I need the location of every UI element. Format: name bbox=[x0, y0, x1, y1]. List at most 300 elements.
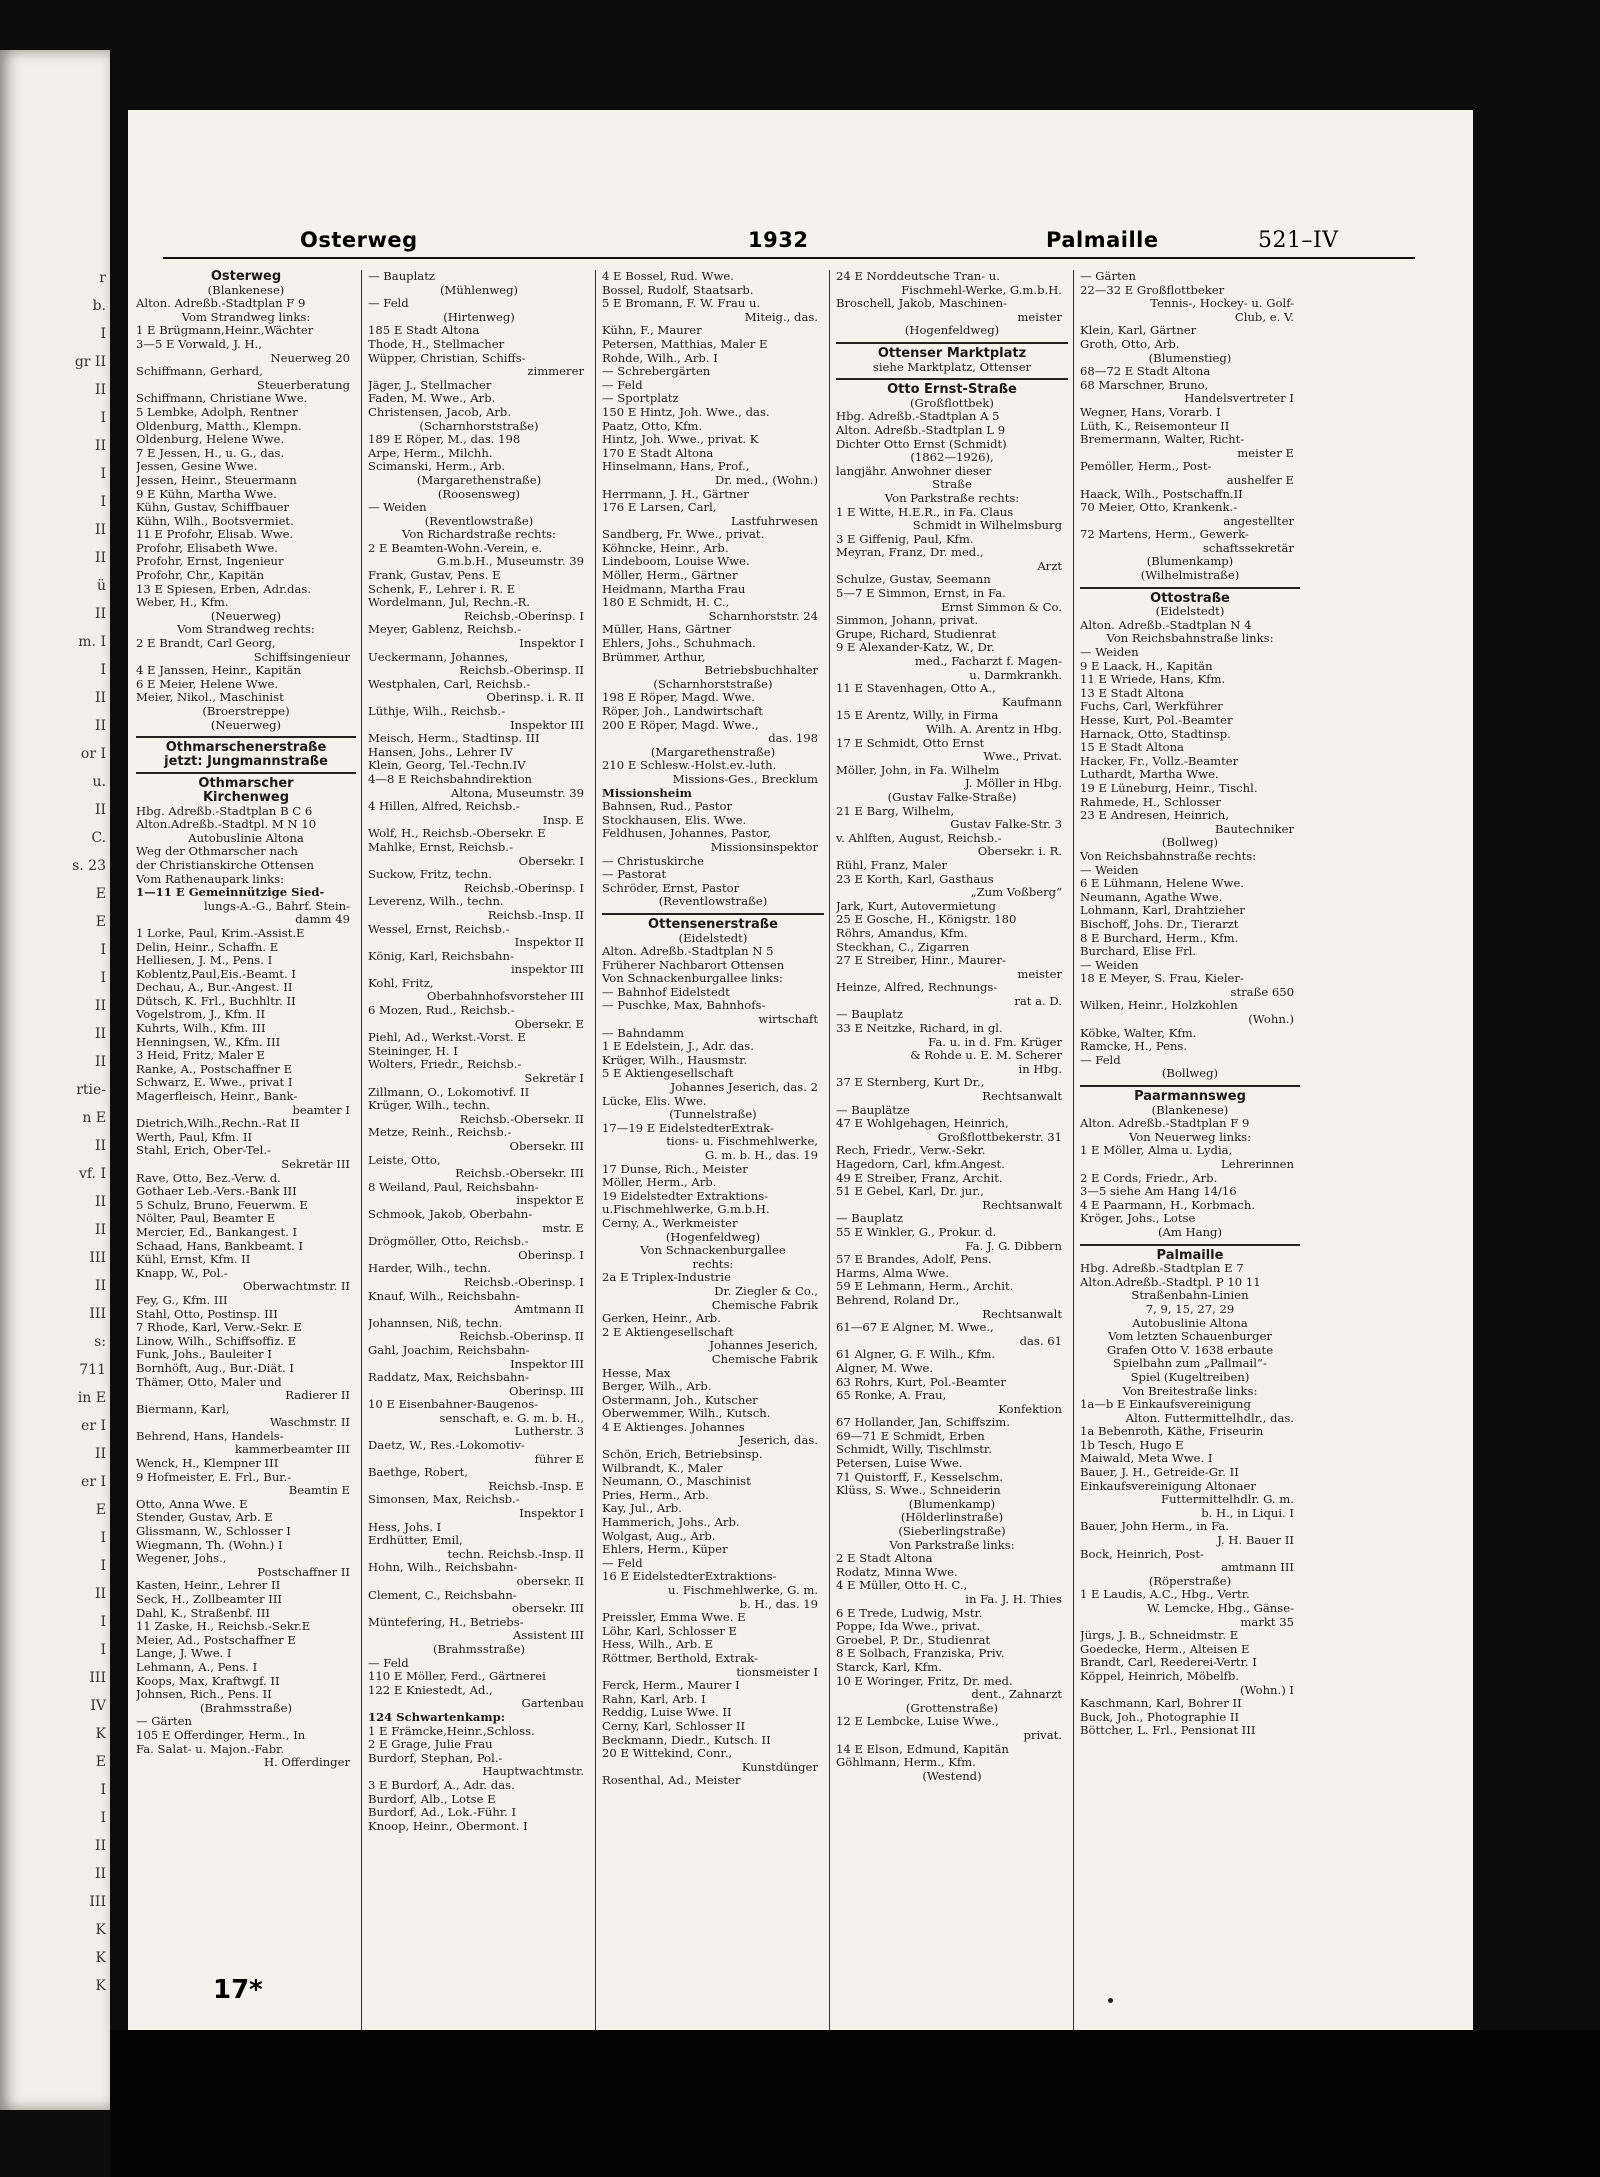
directory-line: Sandberg, Fr. Wwe., privat. bbox=[602, 528, 765, 542]
directory-line: Petersen, Luise Wwe. bbox=[836, 1457, 963, 1471]
directory-line: Seck, H., Zollbeamter III bbox=[136, 1593, 282, 1606]
directory-page bbox=[128, 110, 1473, 2110]
directory-line: Assistent III bbox=[512, 1629, 584, 1643]
directory-line: Wüpper, Christian, Schiffs- bbox=[368, 351, 526, 365]
directory-line: Burchard, Elise Frl. bbox=[1080, 945, 1197, 959]
directory-line: 15 E Arentz, Willy, in Firma bbox=[836, 709, 999, 723]
directory-line: — Schrebergärten bbox=[602, 365, 711, 379]
directory-line: Möller, Herm., Gärtner bbox=[602, 569, 738, 583]
directory-line: Alton. Futtermittelhdlr., das. bbox=[1125, 1411, 1294, 1425]
directory-line: (Blumenkamp) bbox=[908, 1497, 996, 1511]
directory-line: Scharnhorststr. 24 bbox=[708, 609, 818, 623]
page-header bbox=[128, 228, 1473, 268]
street-heading: jetzt: Jungmannstraße bbox=[164, 754, 328, 769]
directory-line: Bauer, J. H., Getreide-Gr. II bbox=[1080, 1466, 1239, 1480]
directory-line: Missions-Ges., Brecklum bbox=[672, 772, 818, 786]
directory-line: 122 E Kniestedt, Ad., bbox=[368, 1683, 493, 1697]
directory-line: Alton.Adreßb.-Stadtpl. P 10 11 bbox=[1080, 1275, 1261, 1289]
directory-line: Groth, Otto, Arb. bbox=[1080, 337, 1180, 351]
directory-line: 2 E Brandt, Carl Georg, bbox=[136, 637, 276, 651]
directory-line: Kaufmann bbox=[1001, 695, 1062, 709]
directory-line: Bornhöft, Aug., Bur.-Diät. I bbox=[136, 1361, 294, 1375]
directory-line: Johannes Jeserich, bbox=[709, 1339, 818, 1353]
directory-line: Göhlmann, Herm., Kfm. bbox=[836, 1756, 976, 1770]
directory-line: 6 E Lühmann, Helene Wwe. bbox=[1080, 877, 1244, 891]
directory-line: 25 E Gosche, H., Königstr. 180 bbox=[836, 913, 1017, 927]
directory-line: 1 Lorke, Paul, Krim.-Assist.E bbox=[136, 926, 305, 940]
margin-fragment: II bbox=[94, 1138, 106, 1154]
directory-line: Steininger, H. I bbox=[368, 1044, 458, 1058]
directory-line: Schaad, Hans, Bankbeamt. I bbox=[136, 1239, 304, 1253]
directory-line: Otto, Anna Wwe. E bbox=[136, 1497, 248, 1511]
directory-line: 67 Hollander, Jan, Schiffszim. bbox=[836, 1416, 1010, 1430]
directory-line: Rosenthal, Ad., Meister bbox=[602, 1774, 741, 1788]
directory-line: Von Schnackenburgallee links: bbox=[602, 972, 783, 986]
margin-fragment: m. I bbox=[78, 634, 106, 650]
directory-line: König, Karl, Reichsbahn- bbox=[368, 949, 514, 963]
directory-line: Schön, Erich, Betriebsinsp. bbox=[602, 1448, 763, 1462]
directory-line: 33 E Neitzke, Richard, in gl. bbox=[836, 1022, 1003, 1036]
margin-fragment: E bbox=[95, 886, 106, 902]
directory-line: Neumann, Agathe Wwe. bbox=[1080, 890, 1223, 904]
directory-line: 170 E Stadt Altona bbox=[602, 446, 714, 460]
margin-fragment: I bbox=[100, 466, 106, 482]
directory-line: Kay, Jul., Arb. bbox=[602, 1502, 682, 1516]
column-divider bbox=[829, 270, 830, 2060]
directory-line: (Hölderlinstraße) bbox=[900, 1511, 1004, 1525]
directory-line: Wolf, H., Reichsb.-Obersekr. E bbox=[368, 827, 546, 841]
directory-line: Ramcke, H., Pens. bbox=[1080, 1040, 1188, 1054]
directory-line: Von Reichsbahnstraße rechts: bbox=[1080, 849, 1257, 863]
directory-line: Konfektion bbox=[998, 1402, 1062, 1416]
directory-line: Dichter Otto Ernst (Schmidt) bbox=[836, 437, 1007, 451]
section-rule bbox=[602, 913, 824, 915]
directory-line: Vom letzten Schauenburger bbox=[1108, 1330, 1272, 1344]
directory-line: (Gustav Falke-Straße) bbox=[887, 790, 1017, 804]
directory-line: — Bahndamm bbox=[602, 1026, 684, 1040]
directory-line: Leverenz, Wilh., techn. bbox=[368, 895, 504, 909]
directory-line: Poppe, Ida Wwe., privat. bbox=[836, 1620, 981, 1634]
directory-line: Amtmann II bbox=[514, 1303, 584, 1317]
directory-line: (Roosensweg) bbox=[437, 487, 521, 501]
directory-line: Ostermann, Joh., Kutscher bbox=[602, 1393, 758, 1407]
directory-line: (Neuerweg) bbox=[210, 609, 282, 623]
directory-line: u. Fischmehlwerke, G. m. bbox=[667, 1584, 818, 1597]
street-heading: Othmarscher bbox=[198, 777, 294, 791]
directory-line: Reichsb.-Insp. II bbox=[487, 908, 584, 922]
directory-line: — Sportplatz bbox=[602, 392, 679, 406]
directory-line: — Christuskirche bbox=[602, 854, 704, 868]
directory-line: & Rohde u. E. M. Scherer bbox=[910, 1049, 1062, 1063]
directory-line: (Eidelstedt) bbox=[678, 931, 748, 945]
directory-line: Vom Strandweg rechts: bbox=[177, 623, 315, 637]
directory-line: Klein, Georg, Tel.-Techn.IV bbox=[368, 759, 526, 773]
directory-line: W. Lemcke, Hbg., Gänse- bbox=[1147, 1602, 1294, 1615]
directory-line: markt 35 bbox=[1240, 1615, 1294, 1629]
directory-line: Nölter, Paul, Beamter E bbox=[136, 1212, 276, 1226]
directory-line: Cerny, Karl, Schlosser II bbox=[602, 1719, 746, 1733]
street-heading: Osterweg bbox=[210, 270, 282, 284]
directory-line: 57 E Brandes, Adolf, Pens. bbox=[836, 1253, 992, 1267]
margin-fragment: I bbox=[100, 1642, 106, 1658]
directory-line: — Bauplatz bbox=[836, 1008, 903, 1022]
directory-line: Betriebsbuchhalter bbox=[704, 664, 818, 678]
directory-line: Groebel, P. Dr., Studienrat bbox=[836, 1633, 991, 1647]
margin-fragment: II bbox=[94, 1026, 106, 1042]
margin-fragment: III bbox=[89, 1306, 106, 1322]
directory-line: 2 E Cords, Friedr., Arb. bbox=[1080, 1171, 1218, 1185]
directory-line: 21 E Barg, Wilhelm, bbox=[836, 804, 955, 818]
margin-fragment: 711 bbox=[79, 1362, 106, 1378]
directory-line: Raddatz, Max, Reichsbahn- bbox=[368, 1371, 529, 1385]
directory-line: 18 E Meyer, S. Frau, Kieler- bbox=[1080, 972, 1244, 986]
margin-fragment: K bbox=[95, 1922, 106, 1938]
directory-line: Gothaer Leb.-Vers.-Bank III bbox=[136, 1185, 297, 1199]
directory-line: Hintz, Joh. Wwe., privat. K bbox=[602, 433, 759, 447]
section-rule bbox=[1080, 1244, 1300, 1246]
directory-line: Jäger, J., Stellmacher bbox=[368, 378, 492, 392]
directory-line: Baethge, Robert, bbox=[368, 1466, 468, 1480]
directory-line: 6 E Meier, Helene Wwe. bbox=[136, 677, 279, 691]
directory-line: 24 E Norddeutsche Tran- u. bbox=[836, 270, 1000, 283]
margin-fragment: I bbox=[100, 662, 106, 678]
directory-line: Wolters, Friedr., Reichsb.- bbox=[368, 1058, 522, 1072]
directory-line: Von Parkstraße rechts: bbox=[884, 491, 1020, 505]
directory-line: Lange, J. Wwe. I bbox=[136, 1647, 232, 1661]
directory-line: Straße bbox=[932, 478, 972, 492]
directory-line: Behrend, Hans, Handels- bbox=[136, 1429, 284, 1443]
margin-fragment: III bbox=[89, 1894, 106, 1910]
directory-line: Wilbrandt, K., Maler bbox=[602, 1461, 723, 1475]
margin-fragment: I bbox=[100, 326, 106, 342]
directory-line: senschaft, e. G. m. b. H., bbox=[439, 1411, 584, 1425]
directory-line: Metze, Reinh., Reichsb.- bbox=[368, 1126, 512, 1140]
directory-line: Kühn, Gustav, Schiffbauer bbox=[136, 501, 290, 515]
directory-line: Schulze, Gustav, Seemann bbox=[836, 573, 991, 587]
directory-line: — Weiden bbox=[1080, 646, 1139, 660]
margin-fragment: rtie- bbox=[76, 1082, 106, 1098]
directory-line: 65 Ronke, A. Frau, bbox=[836, 1389, 947, 1403]
directory-line: Thode, H., Stellmacher bbox=[368, 337, 505, 351]
margin-fragment: I bbox=[100, 1782, 106, 1798]
directory-line: damm 49 bbox=[295, 913, 350, 927]
directory-line: Wegener, Johs., bbox=[136, 1552, 227, 1566]
directory-line: — Feld bbox=[1080, 1053, 1121, 1067]
street-heading: Ottostraße bbox=[1150, 591, 1230, 606]
directory-line: 8 Weiland, Paul, Reichsbahn- bbox=[368, 1180, 539, 1194]
directory-line: Piehl, Ad., Werkst.-Vorst. E bbox=[368, 1031, 526, 1045]
directory-line: Röttmer, Berthold, Extrak- bbox=[602, 1651, 758, 1665]
directory-line: 61 Algner, G. F. Wilh., Kfm. bbox=[836, 1348, 996, 1362]
directory-line: Wessel, Ernst, Reichsb.- bbox=[368, 922, 510, 936]
directory-line: Oberinsp. I bbox=[518, 1248, 584, 1262]
directory-line: Suckow, Fritz, techn. bbox=[368, 868, 492, 882]
directory-line: Profohr, Elisabeth Wwe. bbox=[136, 541, 278, 555]
directory-line: Burdorf, Stephan, Pol.- bbox=[368, 1751, 503, 1765]
directory-line: Bautechniker bbox=[1215, 822, 1294, 836]
directory-line: langjähr. Anwohner dieser bbox=[836, 464, 992, 478]
directory-line: Kühl, Ernst, Kfm. II bbox=[136, 1253, 251, 1267]
directory-line: Burdorf, Ad., Lok.-Führ. I bbox=[368, 1806, 517, 1820]
directory-line: schaftssekretär bbox=[1202, 541, 1294, 555]
directory-line: (Am Hang) bbox=[1157, 1225, 1222, 1239]
margin-fragment: gr II bbox=[74, 354, 106, 370]
directory-line: Alton. Adreßb.-Stadtplan F 9 bbox=[1080, 1117, 1250, 1131]
directory-line: privat. bbox=[1023, 1728, 1062, 1742]
directory-line: Johnsen, Rich., Pens. II bbox=[136, 1688, 272, 1702]
margin-fragment: I bbox=[100, 1614, 106, 1630]
directory-line: 19 E Lüneburg, Heinr., Tischl. bbox=[1080, 781, 1258, 795]
margin-fragment: r bbox=[99, 270, 106, 286]
section-rule bbox=[836, 378, 1068, 380]
directory-line: Stahl, Erich, Ober-Tel.- bbox=[136, 1144, 271, 1158]
directory-line: 20 E Wittekind, Conr., bbox=[602, 1747, 733, 1761]
directory-line: Straßenbahn-Linien bbox=[1131, 1289, 1249, 1303]
directory-line: Hesse, Max bbox=[602, 1366, 671, 1380]
directory-line: 68 Marschner, Bruno, bbox=[1080, 378, 1209, 392]
directory-line: Klüss, S. Wwe., Schneiderin bbox=[836, 1484, 1001, 1498]
directory-line: Burdorf, Alb., Lotse E bbox=[368, 1792, 496, 1806]
directory-line: Lücke, Elis. Wwe. bbox=[602, 1094, 707, 1108]
directory-line: 4 E Janssen, Heinr., Kapitän bbox=[136, 664, 302, 678]
directory-line: 198 E Röper, Magd. Wwe. bbox=[602, 691, 755, 705]
directory-line: Harder, Wilh., techn. bbox=[368, 1262, 491, 1276]
margin-fragment: s. 23 bbox=[72, 858, 106, 874]
directory-line: Reichsb.-Insp. E bbox=[488, 1479, 584, 1493]
directory-line: Oldenburg, Matth., Klempn. bbox=[136, 419, 302, 433]
directory-line: Einkaufsvereinigung Altonaer bbox=[1080, 1479, 1256, 1493]
directory-line: tionsmeister I bbox=[736, 1665, 818, 1679]
header-right-street: Palmaille bbox=[1046, 228, 1159, 252]
directory-line: angestellter bbox=[1223, 514, 1294, 528]
directory-line: 124 Schwartenkamp: bbox=[368, 1710, 506, 1724]
directory-line: Stockhausen, Elis. Wwe. bbox=[602, 813, 747, 827]
directory-line: Wenck, H., Klempner III bbox=[136, 1457, 279, 1471]
street-heading: Palmaille bbox=[1156, 1248, 1224, 1263]
directory-line: Hohn, Wilh., Reichsbahn- bbox=[368, 1561, 518, 1575]
directory-line: Fa. Salat- u. Majon.-Fabr. bbox=[136, 1742, 285, 1756]
margin-fragment: II bbox=[94, 1222, 106, 1238]
directory-line: Johannes Jeserich, das. 2 bbox=[670, 1081, 818, 1095]
directory-line: Alton. Adreßb.-Stadtplan F 9 bbox=[136, 297, 306, 311]
directory-line: Dietrich,Wilh.,Rechn.-Rat II bbox=[136, 1117, 300, 1131]
directory-line: Oberinsp. III bbox=[509, 1384, 584, 1398]
directory-line: Oberwemmer, Wilh., Kutsch. bbox=[602, 1407, 771, 1421]
directory-line: Neumann, O., Maschinist bbox=[602, 1475, 751, 1489]
directory-line: Feldhusen, Johannes, Pastor, bbox=[602, 827, 771, 841]
directory-line: Kuhrts, Wilh., Kfm. III bbox=[136, 1022, 266, 1036]
directory-line: 3—5 E Vorwald, J. H., bbox=[136, 337, 262, 351]
directory-line: Handelsvertreter I bbox=[1184, 392, 1294, 406]
directory-line: „Zum Voßberg“ bbox=[970, 886, 1062, 900]
column-2 bbox=[368, 270, 590, 2070]
column-divider bbox=[361, 270, 362, 2060]
directory-line: 63 Rohrs, Kurt, Pol.-Beamter bbox=[836, 1375, 1006, 1389]
directory-line: Oldenburg, Helene Wwe. bbox=[136, 433, 285, 447]
directory-line: Westphalen, Carl, Reichsb.- bbox=[368, 677, 531, 691]
directory-line: 4 Hillen, Alfred, Reichsb.- bbox=[368, 800, 520, 814]
directory-line: med., Facharzt f. Magen- bbox=[914, 655, 1062, 669]
directory-line: Magerfleisch, Heinr., Bank- bbox=[136, 1090, 298, 1104]
directory-line: Altona, Museumstr. 39 bbox=[450, 786, 584, 800]
directory-line: tions- u. Fischmehlwerke, bbox=[666, 1135, 818, 1149]
directory-line: wirtschaft bbox=[758, 1013, 818, 1027]
directory-line: 17—19 E EidelstedterExtrak- bbox=[602, 1121, 774, 1135]
directory-line: 2 E Grage, Julie Frau bbox=[368, 1738, 493, 1752]
margin-fragment: vf. I bbox=[78, 1166, 106, 1182]
directory-line: Knapp, W., Pol.- bbox=[136, 1266, 228, 1280]
directory-line: Von Parkstraße links: bbox=[889, 1538, 1015, 1552]
directory-line: Lehmann, A., Pens. I bbox=[136, 1660, 258, 1674]
directory-line: 10 E Woringer, Fritz, Dr. med. bbox=[836, 1674, 1013, 1688]
directory-line: Stahl, Otto, Postinsp. III bbox=[136, 1307, 278, 1321]
directory-line: Inspektor I bbox=[519, 1507, 584, 1521]
directory-line: Schmidt in Wilhelmsburg bbox=[912, 519, 1062, 533]
directory-line: rechts: bbox=[692, 1257, 734, 1271]
column-divider bbox=[1073, 270, 1074, 2060]
directory-line: beamter I bbox=[292, 1103, 350, 1117]
directory-line: Steckhan, C., Zigarren bbox=[836, 940, 970, 954]
directory-line: straße 650 bbox=[1230, 985, 1294, 999]
directory-line: Leiste, Otto, bbox=[368, 1153, 441, 1167]
directory-line: Pries, Herm., Arb. bbox=[602, 1488, 709, 1502]
directory-line: (Margarethenstraße) bbox=[416, 473, 542, 487]
margin-fragment: I bbox=[100, 1530, 106, 1546]
directory-line: Röhrs, Amandus, Kfm. bbox=[836, 926, 968, 940]
margin-fragment: in E bbox=[77, 1390, 106, 1406]
directory-line: 8 E Solbach, Franziska, Priv. bbox=[836, 1647, 1005, 1661]
directory-line: Hinselmann, Hans, Prof., bbox=[602, 460, 750, 474]
directory-line: Lüthje, Wilh., Reichsb.- bbox=[368, 705, 506, 718]
directory-line: techn. Reichsb.-Insp. II bbox=[447, 1547, 584, 1561]
margin-fragment: II bbox=[94, 1446, 106, 1462]
directory-line: Luthardt, Martha Wwe. bbox=[1080, 768, 1219, 782]
directory-line: Wilken, Heinr., Holzkohlen bbox=[1080, 999, 1238, 1013]
directory-line: Meyer, Gablenz, Reichsb.- bbox=[368, 623, 522, 637]
directory-line: Rechtsanwalt bbox=[982, 1307, 1062, 1321]
directory-line: — Feld bbox=[602, 378, 643, 392]
directory-line: 72 Martens, Herm., Gewerk- bbox=[1080, 528, 1249, 542]
directory-line: der Christianskirche Ottensen bbox=[136, 858, 314, 872]
directory-line: Lutherstr. 3 bbox=[514, 1425, 584, 1439]
directory-line: Obersekr. III bbox=[509, 1140, 584, 1153]
directory-line: 3 E Giffenig, Paul, Kfm. bbox=[836, 532, 974, 546]
directory-line: Henningsen, W., Kfm. III bbox=[136, 1035, 281, 1049]
directory-line: 7 E Jessen, H., u. G., das. bbox=[136, 446, 285, 460]
directory-line: 1a Bebenroth, Käthe, Friseurin bbox=[1080, 1425, 1264, 1439]
margin-fragment: II bbox=[94, 1586, 106, 1602]
directory-line: Bossel, Rudolf, Staatsarb. bbox=[602, 283, 754, 297]
margin-fragment: ü bbox=[96, 578, 106, 594]
directory-line: 11 E Wriede, Hans, Kfm. bbox=[1080, 673, 1226, 687]
margin-fragment: s: bbox=[94, 1334, 106, 1350]
directory-line: Krüger, Wilh., Hausmstr. bbox=[602, 1053, 748, 1067]
margin-fragment: II bbox=[94, 1838, 106, 1854]
directory-line: 49 E Streiber, Franz, Archit. bbox=[836, 1171, 1003, 1185]
margin-fragment: K bbox=[95, 1978, 106, 1994]
directory-line: Hbg. Adreßb.-Stadtplan E 7 bbox=[1080, 1262, 1244, 1276]
directory-line: 23 E Korth, Karl, Gasthaus bbox=[836, 872, 994, 886]
directory-line: Sekretär III bbox=[281, 1158, 350, 1171]
directory-line: Spielbahn zum „Pallmail“- bbox=[1113, 1357, 1267, 1371]
directory-line: 61—67 E Algner, M. Wwe., bbox=[836, 1321, 994, 1335]
directory-line: Wordelmann, Jul, Rechn.-R. bbox=[368, 596, 531, 610]
directory-line: 47 E Wohlgehagen, Heinrich, bbox=[836, 1117, 1009, 1131]
directory-line: Hbg. Adreßb.-Stadtplan A 5 bbox=[836, 410, 1000, 424]
margin-fragment: II bbox=[94, 690, 106, 706]
directory-line: Meier, Ad., Postschaffner E bbox=[136, 1633, 296, 1647]
directory-line: Algner, M. Wwe. bbox=[836, 1361, 934, 1375]
section-rule bbox=[136, 736, 356, 738]
directory-line: Großflottbekerstr. 31 bbox=[937, 1130, 1062, 1144]
directory-line: 9 Hofmeister, E. Frl., Bur.- bbox=[136, 1470, 292, 1484]
directory-line: 2 E Aktiengesellschaft bbox=[602, 1325, 734, 1339]
directory-line: Autobuslinie Altona bbox=[188, 831, 304, 845]
directory-line: Erdhütter, Emil, bbox=[368, 1534, 463, 1548]
directory-line: Herrmann, J. H., Gärtner bbox=[602, 487, 749, 501]
directory-line: 68—72 E Stadt Altona bbox=[1080, 365, 1211, 379]
directory-line: 189 E Röper, M., das. 198 bbox=[368, 433, 521, 447]
directory-line: Oberbahnhofsvorsteher III bbox=[426, 990, 584, 1004]
margin-fragment: I bbox=[100, 970, 106, 986]
directory-line: Obersekr. I bbox=[518, 854, 584, 868]
directory-line: Böttcher, L. Frl., Pensionat III bbox=[1080, 1724, 1256, 1738]
directory-line: Gustav Falke-Str. 3 bbox=[950, 818, 1062, 832]
directory-line: (Broerstreppe) bbox=[202, 705, 290, 718]
directory-line: Profohr, Ernst, Ingenieur bbox=[136, 555, 284, 569]
directory-line: Rechtsanwalt bbox=[982, 1198, 1062, 1212]
directory-line: kammerbeamter III bbox=[234, 1443, 350, 1457]
margin-fragment: II bbox=[94, 1866, 106, 1882]
directory-line: Alton. Adreßb.-Stadtplan N 5 bbox=[602, 945, 774, 959]
directory-line: Chemische Fabrik bbox=[711, 1298, 818, 1312]
directory-line: 105 E Offerdinger, Herm., In bbox=[136, 1728, 306, 1742]
directory-line: Bremermann, Walter, Richt- bbox=[1080, 433, 1245, 447]
directory-line: Reichsb.-Oberinsp. II bbox=[459, 1330, 584, 1344]
margin-fragment: II bbox=[94, 522, 106, 538]
directory-line: Dr. med., (Wohn.) bbox=[714, 473, 818, 487]
directory-line: Ernst Simmon & Co. bbox=[941, 600, 1062, 614]
street-heading: Othmarschenerstraße bbox=[165, 741, 327, 755]
directory-line: Inspektor III bbox=[510, 1357, 584, 1371]
directory-line: Schenk, F., Lehrer i. R. E bbox=[368, 582, 516, 596]
column-1 bbox=[136, 270, 356, 2070]
directory-line: Fa. J. G. Dibbern bbox=[965, 1239, 1062, 1253]
directory-line: Wilh. A. Arentz in Hbg. bbox=[926, 723, 1062, 736]
directory-line: Von Reichsbahnstraße links: bbox=[1106, 632, 1274, 646]
directory-line: 69—71 E Schmidt, Erben bbox=[836, 1429, 985, 1443]
directory-line: Rahn, Karl, Arb. I bbox=[602, 1692, 706, 1706]
directory-line: Harms, Alma Wwe. bbox=[836, 1266, 949, 1280]
directory-line: (Wilhelmistraße) bbox=[1140, 569, 1240, 583]
directory-line: Von Breitestraße links: bbox=[1122, 1384, 1258, 1398]
directory-line: Ueckermann, Johannes, bbox=[368, 650, 509, 664]
directory-line: Wolgast, Aug., Arb. bbox=[602, 1529, 716, 1543]
directory-line: Reichsb.-Obersekr. II bbox=[459, 1112, 584, 1126]
directory-line: Jark, Kurt, Autovermietung bbox=[836, 899, 996, 913]
directory-line: Delin, Heinr., Schaffn. E bbox=[136, 940, 279, 954]
directory-line: Lastfuhrwesen bbox=[730, 514, 818, 528]
directory-line: Schiffsingenieur bbox=[253, 650, 350, 664]
directory-line: Stender, Gustav, Arb. E bbox=[136, 1511, 273, 1525]
directory-line: Frank, Gustav, Pens. E bbox=[368, 569, 501, 583]
directory-line: 59 E Lehmann, Herm., Archit. bbox=[836, 1280, 1014, 1294]
directory-line: (Eidelstedt) bbox=[1155, 605, 1225, 619]
directory-line: — Feld bbox=[602, 1556, 643, 1570]
directory-line: 12 E Lembcke, Luise Wwe., bbox=[836, 1715, 999, 1729]
directory-line: 5 E Bromann, F. W. Frau u. bbox=[602, 297, 761, 311]
directory-line: Hammerich, Johs., Arb. bbox=[602, 1516, 740, 1530]
